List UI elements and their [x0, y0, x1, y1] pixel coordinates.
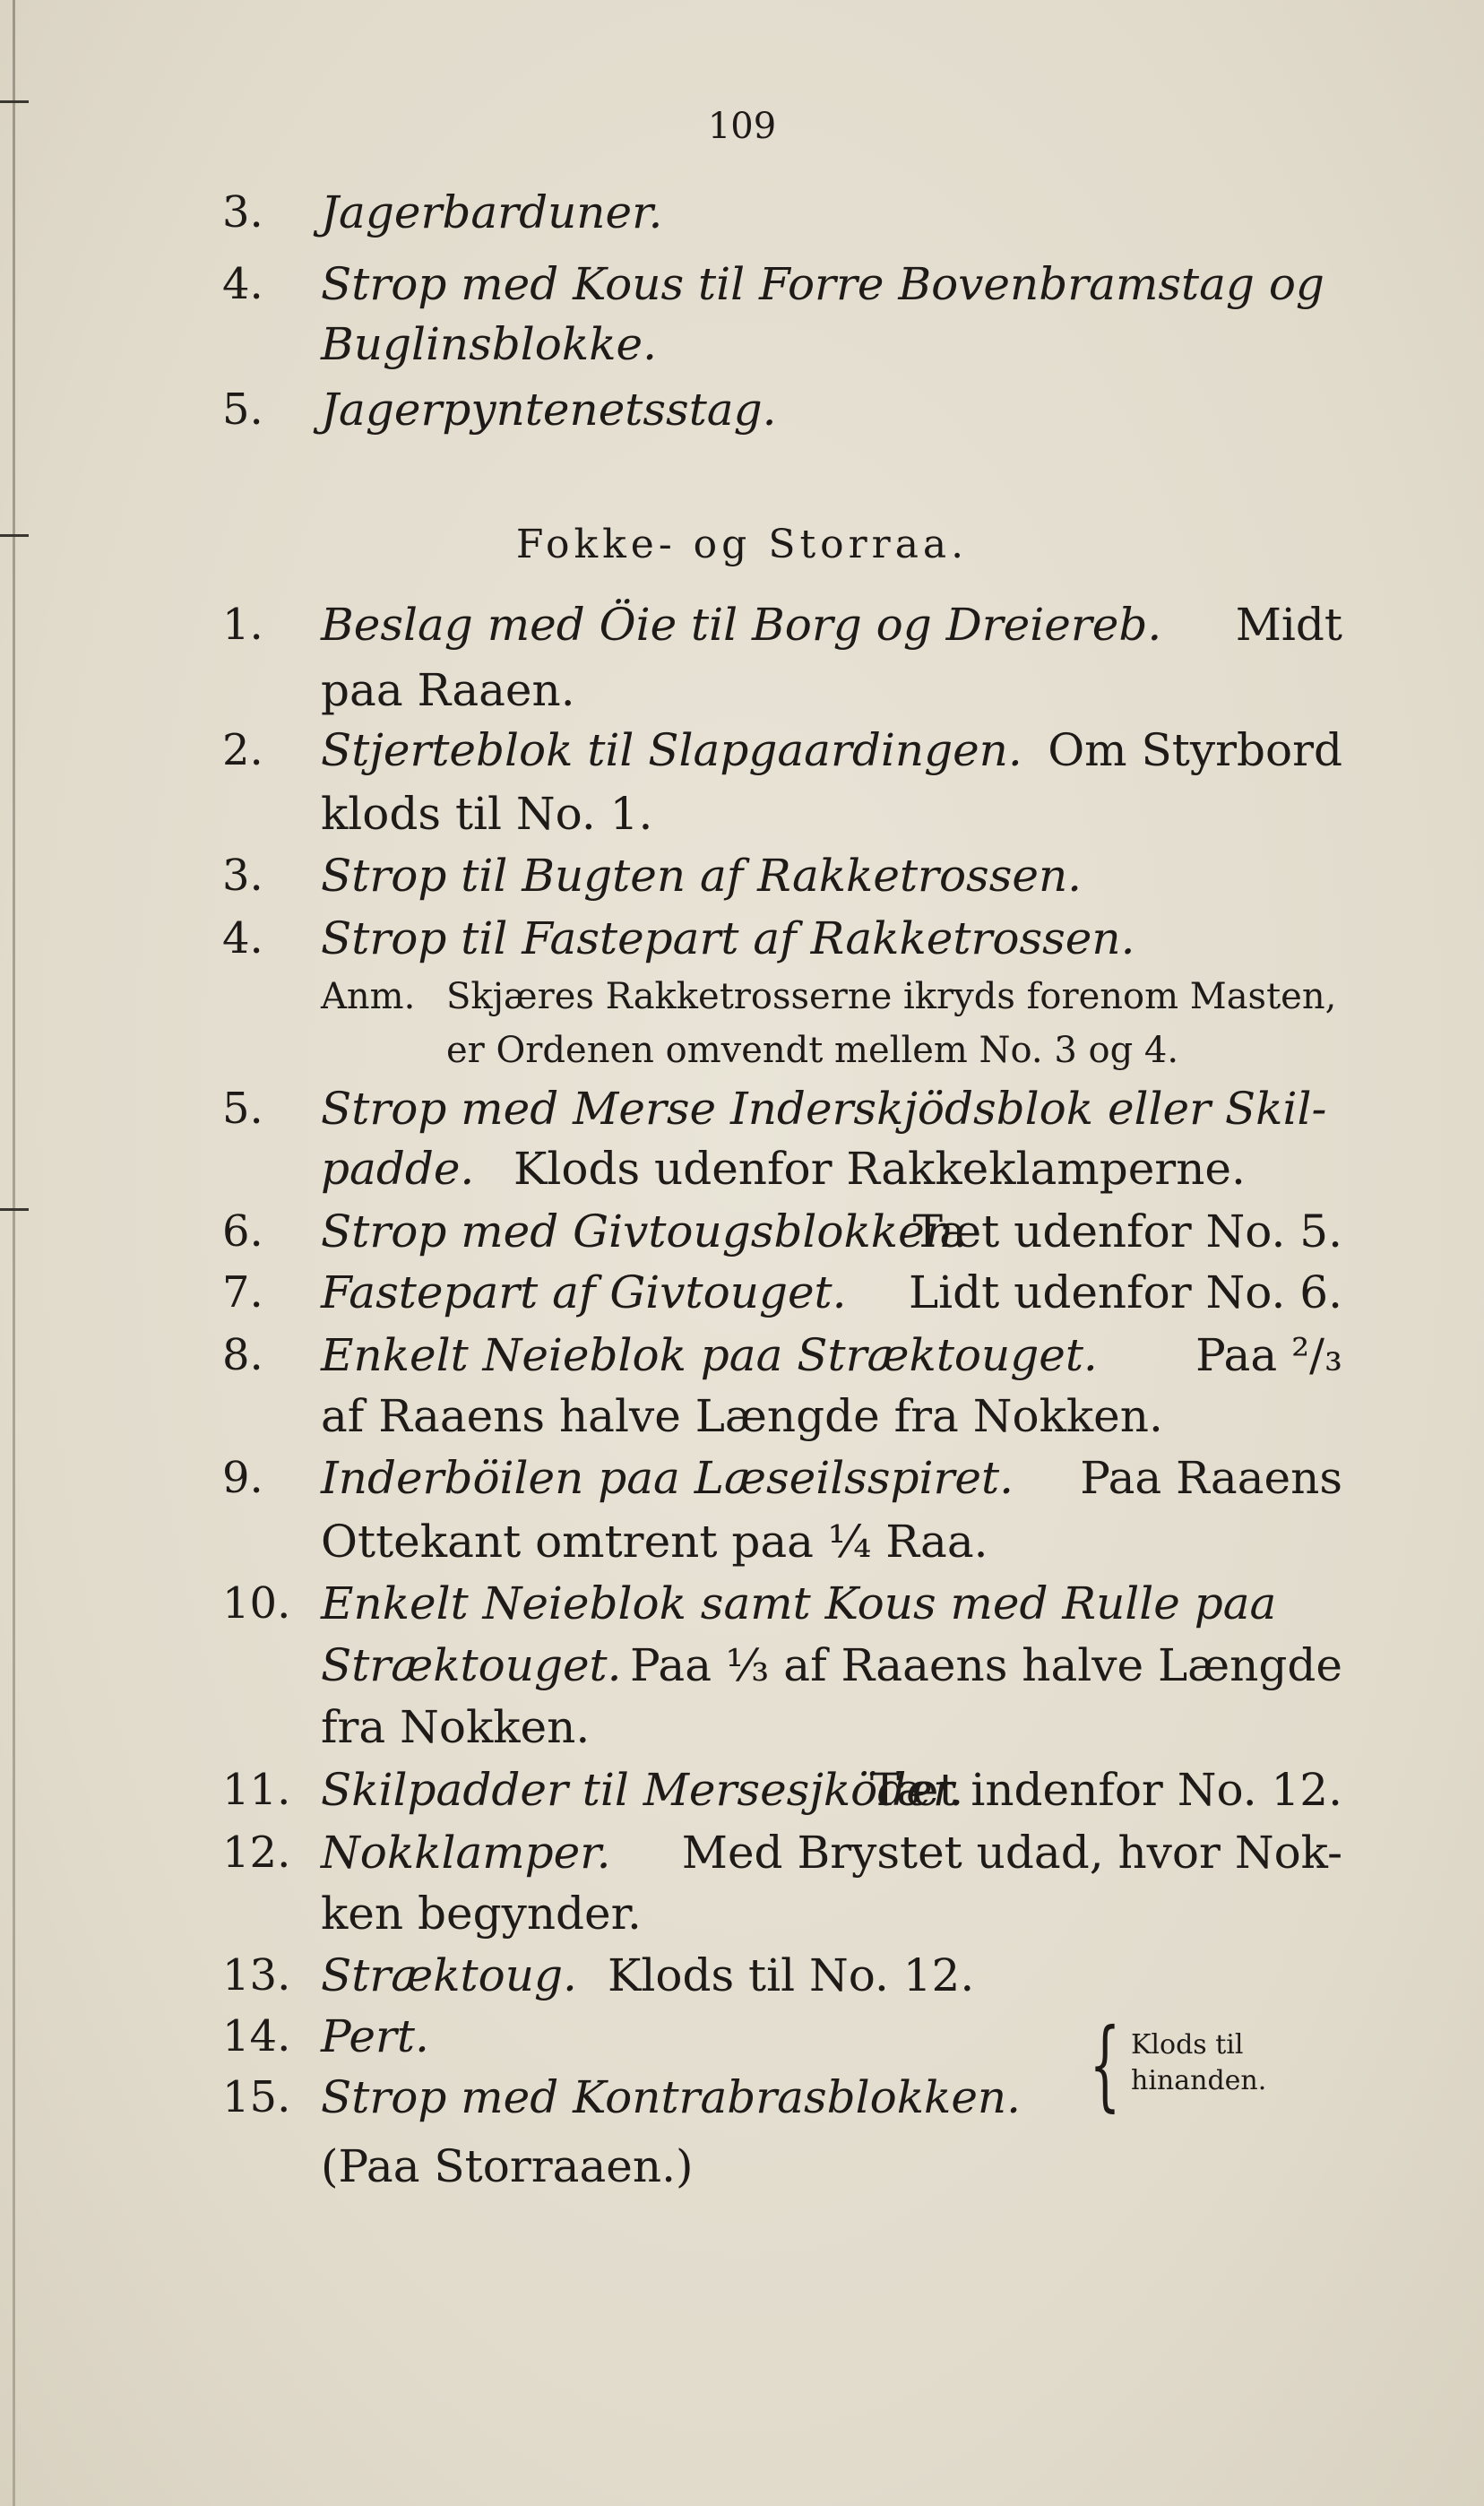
list-item: af Raaens halve Længde fra Nokken.: [321, 1390, 1163, 1442]
list-item: 1. Beslag med Öie til Borg og Dreiereb. Midt: [222, 599, 1342, 651]
section-heading: Fokke- og Storraa.: [515, 522, 969, 567]
list-item: fra Nokken.: [321, 1701, 591, 1753]
list-item: 11. Skilpadder til Mersesjköder. Tæt indenfor No. 12.: [222, 1764, 1342, 1816]
text-line: 4. Strop med Kous til Forre Bovenbramstag og: [222, 258, 1324, 310]
page-edge: [13, 0, 15, 2506]
brace-glyph: {: [1089, 2007, 1121, 2121]
list-item: 2. Stjerteblok til Slapgaardingen. Om Styrbord: [222, 724, 1342, 776]
list-item: 8. Enkelt Neieblok paa Stræktouget. Paa ²/₃: [222, 1329, 1342, 1381]
list-item: 10. Enkelt Neieblok samt Kous med Rulle paa: [222, 1577, 1277, 1629]
page-number: 109: [707, 106, 777, 147]
list-item: padde. Klods udenfor Rakkeklamperne.: [321, 1143, 1246, 1195]
edge-mark: [0, 100, 29, 103]
list-item: 4. Strop til Fastepart af Rakketrossen.: [222, 912, 1135, 964]
list-item: 14. Pert.: [222, 2010, 429, 2062]
list-item: 15. Strop med Kontrabrasblokken.: [222, 2071, 1022, 2123]
list-item: 9. Inderböilen paa Læseilsspiret. Paa Raaens: [222, 1452, 1342, 1504]
text-line: 3. Jagerbarduner.: [222, 186, 663, 238]
list-item: 12. Nokklamper. Med Brystet udad, hvor Nok-: [222, 1827, 1342, 1879]
text-line: Buglinsblokke.: [321, 318, 657, 370]
list-item: 7. Fastepart af Givtouget. Lidt udenfor No. 6.: [222, 1266, 1342, 1318]
list-item: klods til No. 1.: [321, 788, 653, 840]
list-item: (Paa Storraaen.): [321, 2140, 694, 2192]
list-item: 6. Strop med Givtougsblokken. Tæt udenfor No. 5.: [222, 1205, 1342, 1257]
list-item: 5. Strop med Merse Inderskjödsblok eller Skil-: [222, 1083, 1327, 1135]
annotation-line: Anm. Skjæres Rakketrosserne ikryds forenom Masten,: [321, 976, 1337, 1017]
list-item: ken begynder.: [321, 1888, 642, 1940]
list-item: 13. Stræktoug. Klods til No. 12.: [222, 1949, 975, 2001]
list-item: 3. Strop til Bugten af Rakketrossen.: [222, 850, 1083, 902]
list-item: Stræktouget. Paa ⅓ af Raaens halve Længde: [321, 1639, 1342, 1691]
list-item: Ottekant omtrent paa ¼ Raa.: [321, 1516, 988, 1568]
brace-note: Klods til hinanden.: [1131, 2029, 1267, 2096]
text-line: 5. Jagerpyntenetsstag.: [222, 384, 777, 436]
list-item: paa Raaen.: [321, 664, 575, 716]
annotation-line: er Ordenen omvendt mellem No. 3 og 4.: [446, 1030, 1179, 1071]
edge-mark: [0, 1208, 29, 1211]
